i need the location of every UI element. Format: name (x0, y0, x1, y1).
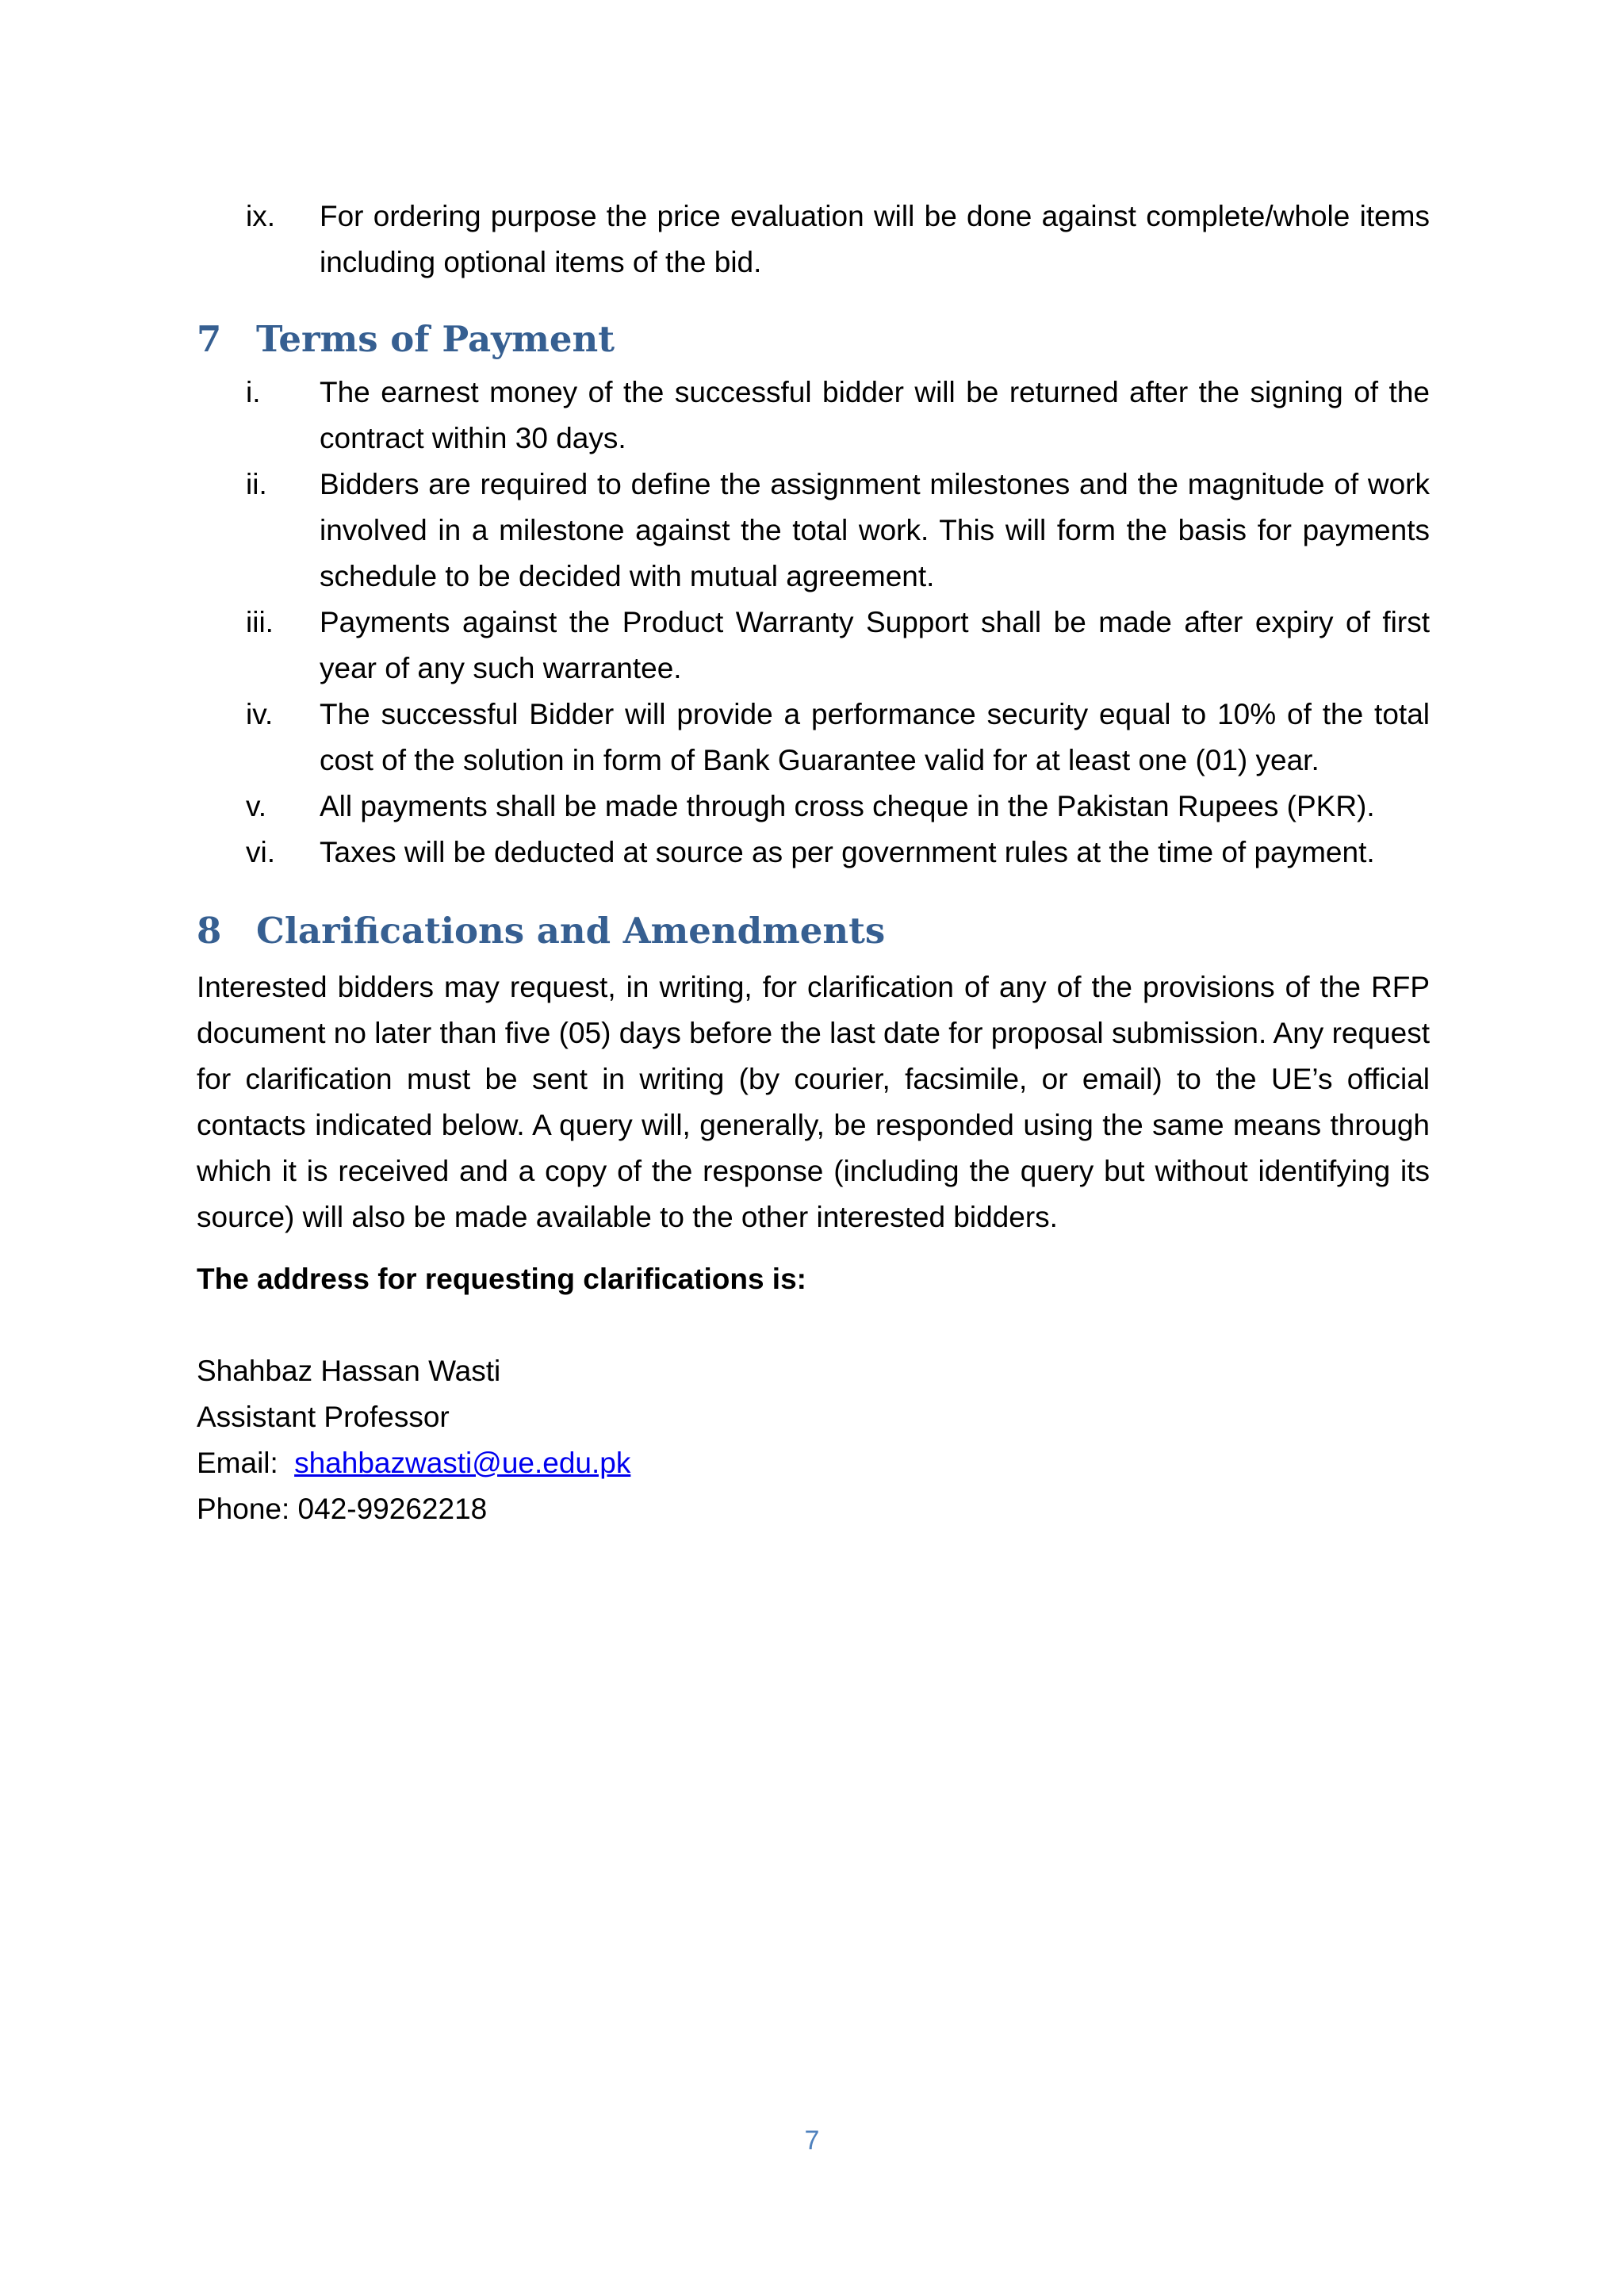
list-item-text: Bidders are required to define the assignment milestones and the magnitude of work involved in a milestone against the total work. This will form the basis for payments schedule to be decided with mutual agreement. (320, 468, 1430, 592)
email-label: Email: (197, 1447, 278, 1479)
section-title: Clarifications and Amendments (256, 910, 886, 952)
list-item-text: The earnest money of the successful bidder will be returned after the signing of the contract within 30 days. (320, 376, 1430, 454)
list-item-text: Taxes will be deducted at source as per government rules at the time of payment. (320, 836, 1375, 868)
list-item (197, 784, 1430, 830)
list-item-text: All payments shall be made through cross cheque in the Pakistan Rupees (PKR). (320, 790, 1375, 822)
list-item-text: Payments against the Product Warranty Support shall be made after expiry of first year of any such warrantee. (320, 606, 1430, 684)
list-item-number: i. (246, 376, 261, 408)
page-content (197, 194, 1430, 1532)
section-8-heading (197, 907, 1430, 955)
list-item (197, 692, 1430, 784)
list-item-ix (197, 194, 1430, 286)
list-item (197, 462, 1430, 600)
list-item (197, 370, 1430, 462)
list-item-number: iii. (246, 606, 274, 638)
contact-name: Shahbaz Hassan Wasti (197, 1355, 501, 1387)
page-number: 7 (804, 2125, 820, 2156)
address-heading: The address for requesting clarifications is: (197, 1263, 806, 1295)
list-item-number: vi. (246, 836, 275, 868)
list-item-number: ix. (246, 200, 275, 232)
section-title: Terms of Payment (256, 318, 615, 360)
contact-block (197, 1348, 1430, 1532)
contact-designation: Assistant Professor (197, 1401, 450, 1433)
list-item-number: ii. (246, 468, 267, 500)
contact-email-line (197, 1440, 1430, 1486)
list-item-text: The successful Bidder will provide a performance security equal to 10% of the total cost of the solution in form of Bank Guarantee valid for at least one (01) year. (320, 698, 1430, 776)
clarification-paragraph: Interested bidders may request, in writing, for clarification of any of the provisions of the RFP document no later than five (05) days before the last date for proposal submission. Any request for clarification must be sent in writing (by courier, facsimile, or email) to the UE’s official contacts indicated below. A query will, generally, be responded using the same means through which it is received and a copy of the response (including the query but without identifying its source) will also be made available to the other interested bidders. (197, 971, 1430, 1233)
list-item (197, 830, 1430, 876)
list-item-number: iv. (246, 698, 274, 730)
section-number: 8 (197, 910, 222, 952)
section-7-heading (197, 316, 1430, 363)
email-link[interactable]: shahbazwasti@ue.edu.pk (294, 1447, 631, 1479)
list-item-number: v. (246, 790, 267, 822)
list-item-text: For ordering purpose the price evaluation will be done against complete/whole items including optional items of the bid. (320, 200, 1430, 278)
section-number: 7 (197, 318, 222, 360)
list-item (197, 600, 1430, 692)
contact-phone: Phone: 042-99262218 (197, 1493, 488, 1525)
